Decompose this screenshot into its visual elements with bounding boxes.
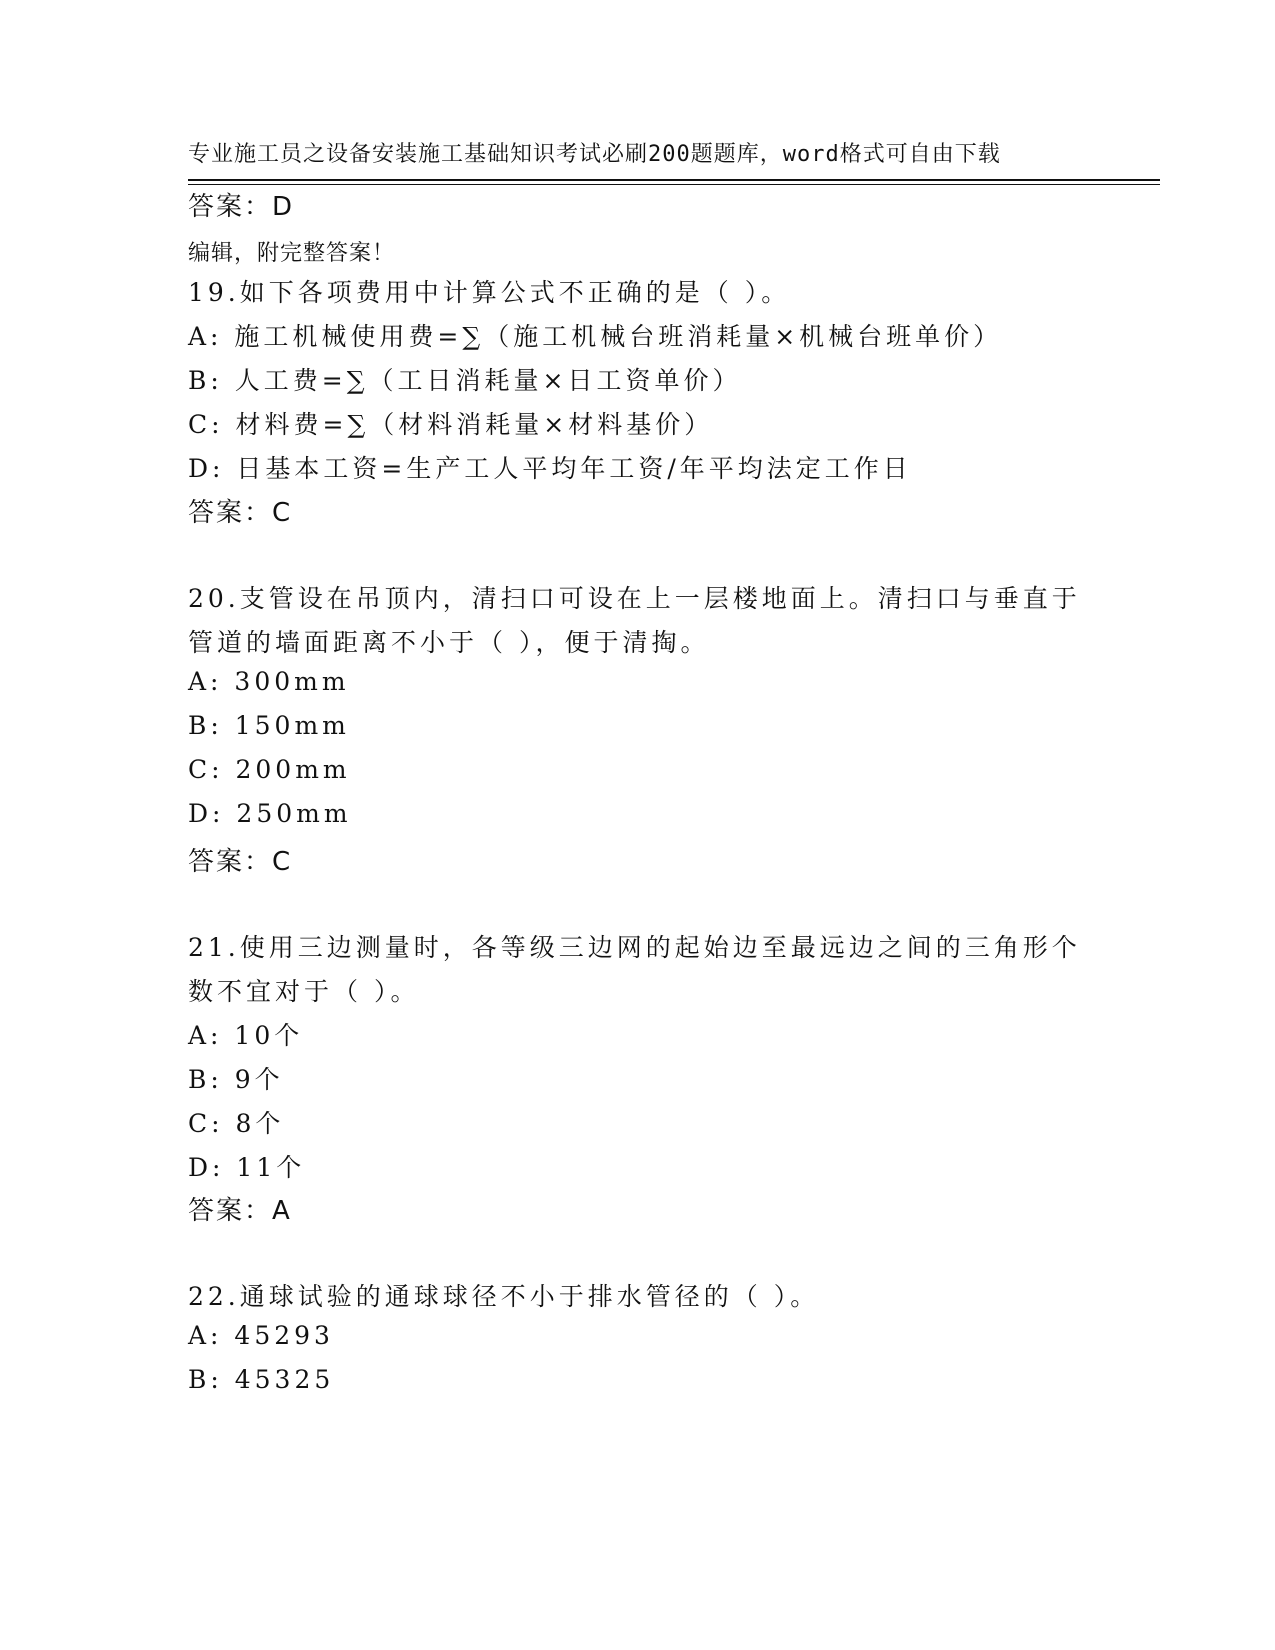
question-21-option-a: A: 10个: [188, 1021, 304, 1050]
question-19-stem: 19.如下各项费用中计算公式不正确的是（ ）。: [188, 278, 791, 307]
question-21-option-b: B: 9个: [188, 1065, 284, 1094]
question-20-option-b: B: 150mm: [188, 711, 350, 740]
question-20-option-d: D: 250mm: [188, 799, 352, 828]
header-title-line2: 编辑，附完整答案！: [188, 241, 396, 266]
question-20-option-a: A: 300mm: [188, 667, 350, 696]
question-22-stem: 22.通球试验的通球球径不小于排水管径的（ ）。: [188, 1282, 820, 1311]
question-20-stem-line1: 20.支管设在吊顶内，清扫口可设在上一层楼地面上。清扫口与垂直于: [188, 584, 1081, 613]
answer-q18: 答案：D: [188, 192, 295, 222]
question-21-stem-line1: 21.使用三边测量时，各等级三边网的起始边至最远边之间的三角形个: [188, 933, 1081, 962]
answer-q19: 答案：C: [188, 498, 293, 528]
question-19-option-d: D: 日基本工资=生产工人平均年工资/年平均法定工作日: [188, 454, 912, 483]
question-21-option-c: C: 8个: [188, 1109, 285, 1138]
question-21-option-d: D: 11个: [188, 1153, 306, 1182]
question-19-option-b: B: 人工费=∑（工日消耗量×日工资单价）: [188, 366, 742, 395]
header-divider: [188, 179, 1160, 185]
header-title-line1: 专业施工员之设备安装施工基础知识考试必刷200题题库，word格式可自由下载: [188, 142, 1001, 167]
question-20-option-c: C: 200mm: [188, 755, 351, 784]
question-21-stem-line2: 数不宜对于（ ）。: [188, 977, 420, 1006]
question-19-option-c: C: 材料费=∑（材料消耗量×材料基价）: [188, 410, 714, 439]
question-20-stem-line2: 管道的墙面距离不小于（ ），便于清掏。: [188, 628, 710, 657]
answer-q21: 答案：A: [188, 1196, 292, 1226]
answer-q20: 答案：C: [188, 847, 293, 877]
question-22-option-b: B: 45325: [188, 1365, 335, 1394]
question-19-option-a: A: 施工机械使用费=∑（施工机械台班消耗量×机械台班单价）: [188, 322, 1003, 351]
question-22-option-a: A: 45293: [188, 1321, 334, 1350]
